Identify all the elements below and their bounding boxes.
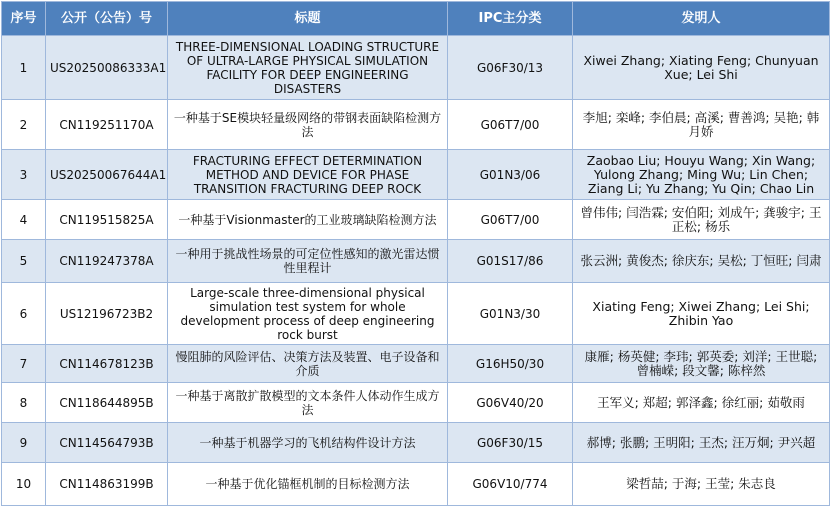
cell-title: THREE-DIMENSIONAL LOADING STRUCTURE OF ULTRA-LARGE PHYSICAL SIMULATION FACILITY FOR DEEP ENGINEERING DISASTERS [168, 36, 448, 100]
cell-inventors: 王军义; 郑超; 郭泽鑫; 徐红丽; 茹敬雨 [573, 383, 830, 423]
cell-no: 10 [2, 463, 46, 506]
table-row [2, 240, 830, 283]
cell-no: 8 [2, 383, 46, 423]
header-row [2, 2, 830, 36]
cell-pub: CN118644895B [46, 383, 168, 423]
table-row [2, 345, 830, 383]
cell-ipc: G16H50/30 [448, 345, 573, 383]
cell-pub: CN119515825A [46, 200, 168, 240]
table-row [2, 283, 830, 345]
cell-inventors: 郝博; 张鹏; 王明阳; 王杰; 汪万炯; 尹兴超 [573, 423, 830, 463]
cell-inventors: 康雁; 杨英健; 李玮; 郭英委; 刘洋; 王世聪; 曾楠嵘; 段文馨; 陈梓然 [573, 345, 830, 383]
cell-ipc: G06F30/13 [448, 36, 573, 100]
cell-inventors: Xiwei Zhang; Xiating Feng; Chunyuan Xue; Lei Shi [573, 36, 830, 100]
cell-no: 1 [2, 36, 46, 100]
cell-no: 9 [2, 423, 46, 463]
cell-title: 一种基于SE模块轻量级网络的带钢表面缺陷检测方法 [168, 100, 448, 150]
cell-no: 3 [2, 150, 46, 200]
cell-inventors: Xiating Feng; Xiwei Zhang; Lei Shi; Zhibin Yao [573, 283, 830, 345]
cell-pub: CN114863199B [46, 463, 168, 506]
cell-ipc: G01N3/30 [448, 283, 573, 345]
cell-pub: US20250067644A1 [46, 150, 168, 200]
cell-no: 7 [2, 345, 46, 383]
header-pub: 公开（公告）号 [46, 2, 168, 36]
cell-no: 2 [2, 100, 46, 150]
cell-ipc: G06T7/00 [448, 200, 573, 240]
cell-pub: CN119251170A [46, 100, 168, 150]
cell-inventors: 曾伟伟; 闫浩霖; 安伯阳; 刘成午; 龚骏宇; 王正松; 杨乐 [573, 200, 830, 240]
cell-pub: US20250086333A1 [46, 36, 168, 100]
cell-ipc: G06V40/20 [448, 383, 573, 423]
cell-ipc: G06T7/00 [448, 100, 573, 150]
cell-title: 一种基于机器学习的飞机结构件设计方法 [168, 423, 448, 463]
cell-title: 一种用于挑战性场景的可定位性感知的激光雷达惯性里程计 [168, 240, 448, 283]
cell-ipc: G06F30/15 [448, 423, 573, 463]
cell-ipc: G06V10/774 [448, 463, 573, 506]
header-title: 标题 [168, 2, 448, 36]
cell-title: 一种基于Visionmaster的工业玻璃缺陷检测方法 [168, 200, 448, 240]
cell-title: 慢阻肺的风险评估、决策方法及装置、电子设备和介质 [168, 345, 448, 383]
cell-ipc: G01S17/86 [448, 240, 573, 283]
cell-ipc: G01N3/06 [448, 150, 573, 200]
cell-title: 一种基于优化锚框机制的目标检测方法 [168, 463, 448, 506]
patent-table [1, 1, 830, 506]
table-row [2, 150, 830, 200]
header-inventors: 发明人 [573, 2, 830, 36]
table-row [2, 100, 830, 150]
table-row [2, 463, 830, 506]
table-row [2, 200, 830, 240]
cell-pub: US12196723B2 [46, 283, 168, 345]
cell-no: 5 [2, 240, 46, 283]
cell-inventors: Zaobao Liu; Houyu Wang; Xin Wang; Yulong Zhang; Ming Wu; Lin Chen; Ziang Li; Yu Zhang; Yu Qin; Chao Lin [573, 150, 830, 200]
cell-no: 4 [2, 200, 46, 240]
cell-title: FRACTURING EFFECT DETERMINATION METHOD AND DEVICE FOR PHASE TRANSITION FRACTURING DEEP ROCK [168, 150, 448, 200]
table-row [2, 36, 830, 100]
header-ipc: IPC主分类 [448, 2, 573, 36]
cell-inventors: 李旭; 栾峰; 李伯晨; 高溪; 曹善鸿; 吴艳; 韩月娇 [573, 100, 830, 150]
cell-title: 一种基于离散扩散模型的文本条件人体动作生成方法 [168, 383, 448, 423]
cell-pub: CN119247378A [46, 240, 168, 283]
cell-title: Large-scale three-dimensional physical simulation test system for whole development process of deep engineering rock burst [168, 283, 448, 345]
table-row [2, 383, 830, 423]
cell-pub: CN114678123B [46, 345, 168, 383]
cell-inventors: 梁哲喆; 于海; 王莹; 朱志良 [573, 463, 830, 506]
header-no: 序号 [2, 2, 46, 36]
table-row [2, 423, 830, 463]
cell-pub: CN114564793B [46, 423, 168, 463]
cell-no: 6 [2, 283, 46, 345]
cell-inventors: 张云洲; 黄俊杰; 徐庆东; 吴松; 丁恒旺; 闫肃 [573, 240, 830, 283]
